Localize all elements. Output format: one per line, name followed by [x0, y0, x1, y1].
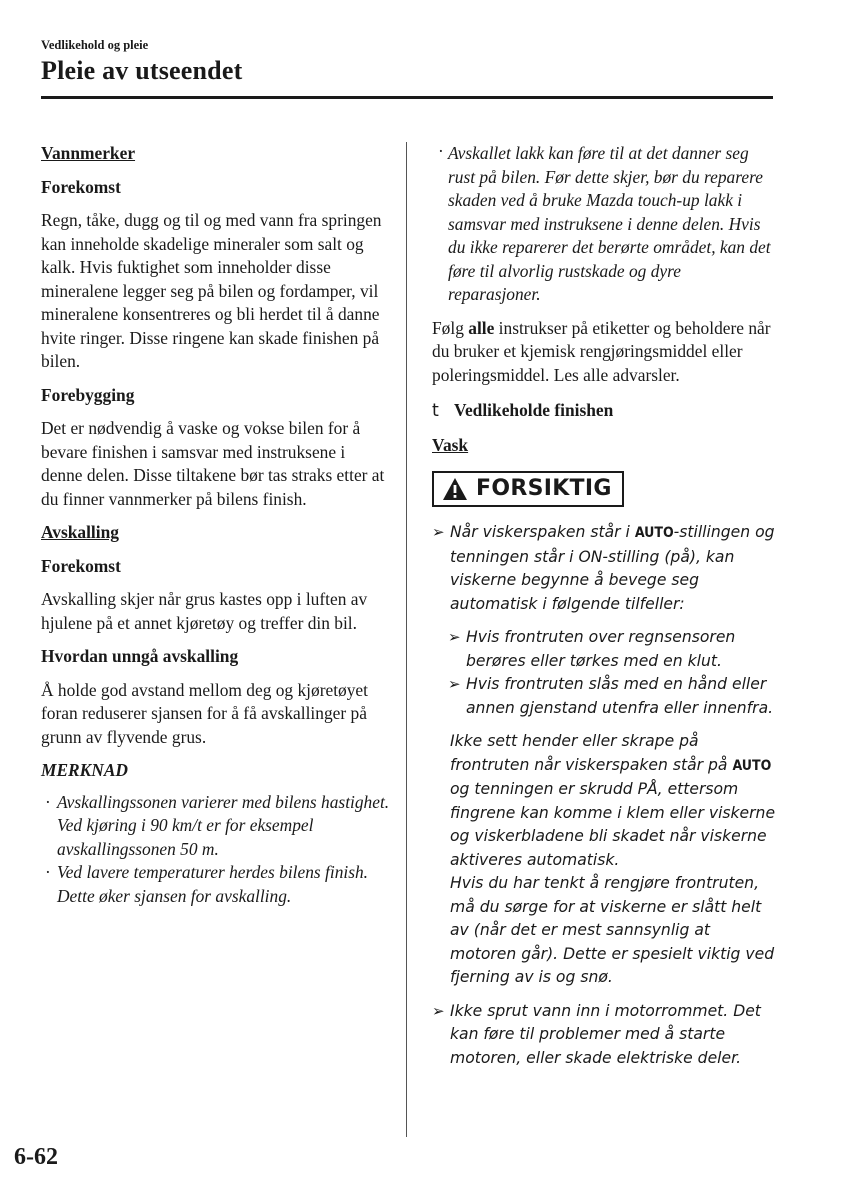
rust-note: [432, 142, 777, 307]
hands-warning-text: [432, 730, 777, 990]
note-heading: MERKNAD: [41, 760, 128, 780]
arrow-bullet-icon: ➢: [448, 675, 461, 693]
wiper-warning-item: [432, 521, 777, 616]
sub-item: [432, 626, 777, 673]
maintain-finish-heading-text: Vedlikeholde finishen: [454, 400, 614, 420]
arrow-bullet-icon: ➢: [448, 628, 461, 646]
prevention-heading: Forebygging: [41, 384, 135, 405]
arrow-bullet-icon: ➢: [432, 1001, 445, 1020]
title-rule: [41, 96, 773, 99]
hands-text-end: og tenningen er skrudd PÅ, ettersom fingrene kan komme i klem eller viskerne og viskerbladene bli skadet når viskerne aktiveres automatisk.: [450, 780, 776, 869]
right-column: [432, 142, 777, 1080]
bullet-dot: ·: [45, 791, 51, 812]
note-item-text: Ved lavere temperaturer herdes bilens finish. Dette øker sjansen for avskalling.: [57, 862, 369, 906]
cleaning-warning-text: Hvis du har tenkt å rengjøre frontruten, må du sørge for at viskerne er slått helt av (når det er mest sannsynlig at motoren går). Dette er spesielt viktig ved fjerning av is og snø.: [450, 874, 775, 986]
caution-label: FORSIKTIG: [476, 476, 612, 502]
warning-triangle-icon: [442, 477, 468, 501]
sub-item: [432, 673, 777, 720]
note-item: [41, 861, 391, 908]
wiper-text-start: Når viskerspaken står i: [450, 523, 635, 541]
sub-item-group: [432, 626, 777, 720]
occurrence-heading: Forekomst: [41, 176, 121, 197]
note-item-text: Avskallingssonen varierer med bilens hastighet. Ved kjøring i 90 km/t er for eksempel avskallingssonen 50 m.: [57, 791, 390, 859]
bullet-dot: ·: [45, 862, 51, 882]
wash-heading: Vask: [432, 434, 469, 455]
engine-spray-item: [432, 1000, 777, 1071]
prevention-text: Det er nødvendig å vaske og vokse bilen for å bevare finishen i samsvar med instruksene i denne delen. Disse tiltakene bør tas straks etter at du finner vannmerker på bilens finish.: [41, 418, 385, 509]
watermarks-heading: Vannmerker: [41, 143, 136, 163]
auto-label: AUTO: [732, 757, 772, 774]
engine-spray-text: Ikke sprut vann inn i motorrommet. Det kan føre til problemer med å starte motoren, eller skade elektriske deler.: [450, 1001, 761, 1067]
avoid-chipping-heading: Hvordan unngå avskalling: [41, 646, 239, 666]
watermarks-occurrence-text: Regn, tåke, dugg og til og med vann fra springen kan inneholde skadelige mineraler som salt og kalk. Hvis fuktighet som inneholder disse mineralene legger seg på bilen og fordamper, vil mineralene konsentreres og bli herdet til å danne hvite ringer. Disse ringene kan skade finishen på bilen.: [41, 210, 382, 371]
rust-note-text: Avskallet lakk kan føre til at det danner seg rust på bilen. Før dette skjer, bør du reparere skaden ved å bruke Mazda touch-up lakk i samsvar med instruksene i denne delen. Hvis du ikke reparerer det berørte området, kan det føre til alvorlig rustskade og dyre reparasjoner.: [448, 143, 771, 304]
auto-label: AUTO: [634, 525, 674, 541]
chipping-occurrence-heading: Forekomst: [41, 555, 121, 576]
follow-instructions-text: [432, 317, 777, 388]
section-label: Vedlikehold og pleie: [41, 38, 149, 52]
maintain-finish-heading: [432, 399, 777, 424]
avoid-chipping-text: Å holde god avstand mellom deg og kjøretøyet foran reduserer sjansen for å få avskallinger på grunn av flyvende grus.: [41, 679, 368, 747]
caution-box: [432, 471, 624, 507]
wiper-text-end: -stillingen og tenningen står i ON-stilling (på), kan viskerne begynne å bevege seg automatisk i følgende tilfeller:: [450, 523, 775, 613]
left-column: [41, 142, 391, 918]
note-list: [41, 791, 391, 909]
sub-item-text: Hvis frontruten slås med en hånd eller annen gjenstand utenfra eller innenfra.: [466, 675, 774, 717]
page-number: 6-62: [14, 1144, 58, 1170]
follow-text-start: Følg: [432, 317, 469, 338]
chipping-heading: Avskalling: [41, 522, 119, 542]
chipping-occurrence-text: Avskalling skjer når grus kastes opp i luften av hjulene på et annet kjøretøy og treffer din bil.: [41, 589, 368, 633]
follow-text-end: instrukser på etiketter og beholdere når du bruker et kjemisk rengjøringsmiddel eller poleringsmiddel. Les alle advarsler.: [432, 317, 771, 385]
section-marker: t: [432, 401, 439, 421]
arrow-bullet-icon: ➢: [432, 523, 445, 541]
hands-text-start: Ikke sett hender eller skrape på frontruten når viskerspaken står på: [450, 732, 733, 774]
sub-item-text: Hvis frontruten over regnsensoren berøres eller tørkes med en klut.: [466, 628, 736, 670]
follow-text-bold: alle: [468, 317, 495, 338]
column-divider: [406, 142, 407, 1137]
note-item: [41, 791, 391, 862]
page-title: Pleie av utseendet: [41, 56, 243, 85]
bullet-dot: ·: [438, 141, 444, 161]
